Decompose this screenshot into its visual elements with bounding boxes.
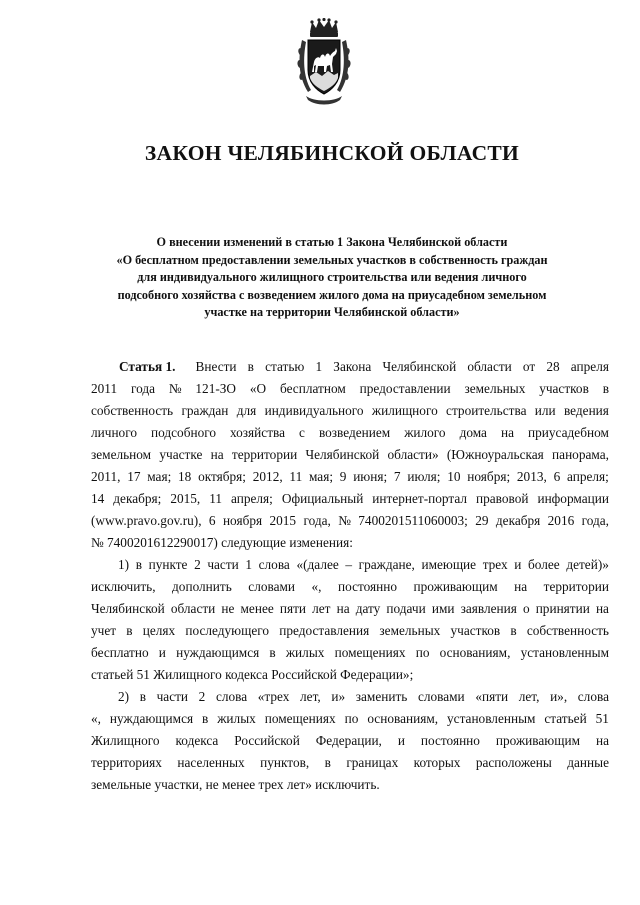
document-body xyxy=(91,356,609,796)
article-label: Статья 1. xyxy=(119,359,176,374)
paragraph-line: исключить, дополнить словами «, постоянно проживающим на территории xyxy=(91,579,609,594)
subtitle-line: подсобного хозяйства с возведением жилого дома на приусадебном земельном xyxy=(117,287,547,302)
paragraph-line: 2011 года № 121-ЗО «О бесплатном предоставлении земельных участков в xyxy=(91,381,609,396)
chelyabinsk-coat-of-arms-icon xyxy=(296,18,352,106)
subtitle-line: «О бесплатном предоставлении земельных участков в собственность граждан xyxy=(116,252,548,267)
paragraph-line: № 7400201612290017) следующие изменения: xyxy=(91,535,353,550)
paragraph-line: статьей 51 Жилищного кодекса Российской Федерации»; xyxy=(91,667,414,682)
paragraph-line: бесплатно и нуждающимся в жилых помещениях по основаниям, установленным xyxy=(91,645,609,660)
paragraph-line: территориях населенных пунктов, в границах которых расположены данные xyxy=(91,755,609,770)
paragraph-line: 1) в пункте 2 части 1 слова «(далее – граждане, имеющие трех и более детей)» xyxy=(118,557,609,572)
paragraph-line: 14 декабря; 2015, 11 апреля; Официальный интернет-портал правовой информации xyxy=(91,491,609,506)
subtitle-line: для индивидуального жилищного строительства или ведения личного xyxy=(137,270,527,284)
paragraph-line: Челябинской области не менее пяти лет на дату подачи ими заявления о принятии на xyxy=(91,601,609,616)
paragraph-line: «, нуждающимся в жилых помещениях по основаниям, установленным статьей 51 xyxy=(91,711,609,726)
article-first-line xyxy=(91,356,609,378)
document-title: ЗАКОН ЧЕЛЯБИНСКОЙ ОБЛАСТИ xyxy=(144,141,520,165)
paragraph-line: земельные участки, не менее трех лет» исключить. xyxy=(91,777,380,792)
paragraph-line: Внести в статью 1 Закона Челябинской области от 28 апреля xyxy=(195,359,609,374)
law-subtitle xyxy=(90,234,574,322)
paragraph-line: личного подсобного хозяйства с возведением жилого дома на приусадебном xyxy=(91,425,609,440)
paragraph-line: Жилищного кодекса Российской Федерации, и постоянно проживающим на xyxy=(91,733,609,748)
paragraph-line: учет в целях последующего предоставления земельных участков в собственность xyxy=(91,623,609,638)
paragraph-line: собственность граждан для индивидуального жилищного строительства или ведения xyxy=(91,403,609,418)
paragraph-line: (www.pravo.gov.ru), 6 ноября 2015 года, № 7400201511060003; 29 декабря 2016 года, xyxy=(91,513,609,528)
subtitle-line: участке на территории Челябинской области» xyxy=(204,305,460,319)
paragraph-line: земельном участке на территории Челябинской области» (Южноуральская панорама, xyxy=(91,447,609,462)
paragraph-line: 2011, 17 мая; 18 октября; 2012, 11 мая; 9 июня; 7 июля; 10 ноября; 2013, 6 апреля; xyxy=(91,469,609,484)
paragraph-line: 2) в части 2 слова «трех лет, и» заменить словами «пяти лет, и», слова xyxy=(118,689,609,704)
subtitle-line: О внесении изменений в статью 1 Закона Челябинской области xyxy=(156,235,508,249)
